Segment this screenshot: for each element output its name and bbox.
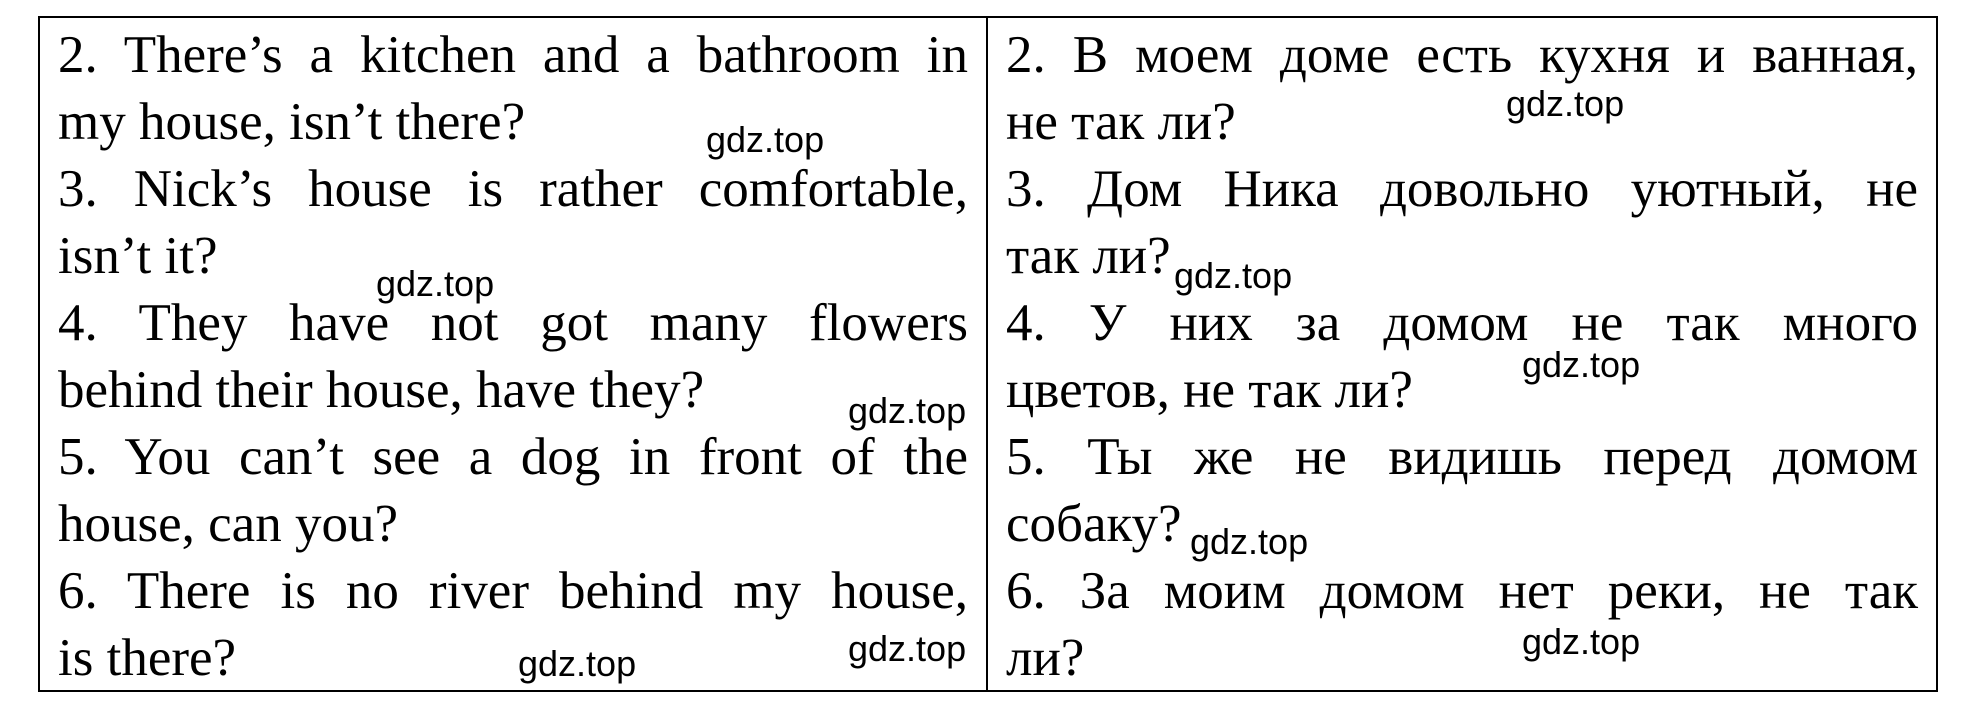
russian-item-2-line-1: 2. В моем доме есть кухня и ванная, (1006, 26, 1918, 84)
translation-table (38, 16, 1938, 692)
russian-item-2-line-2: не так ли? (1006, 93, 1236, 151)
russian-item-5-line-1: 5. Ты же не видишь перед домом (1006, 428, 1918, 486)
english-item-6-line-1: 6. There is no river behind my house, (58, 562, 968, 620)
russian-item-3-line-1: 3. Дом Ника довольно уютный, не (1006, 160, 1918, 218)
russian-item-4-line-2: цветов, не так ли? (1006, 361, 1413, 419)
russian-column (988, 18, 1936, 690)
russian-item-5-line-2: собаку? (1006, 495, 1182, 553)
watermark: gdz.top (518, 643, 637, 684)
watermark: gdz.top (1190, 521, 1309, 562)
watermark: gdz.top (848, 390, 967, 431)
russian-item-6-line-1: 6. За моим домом нет реки, не так (1006, 562, 1918, 620)
english-item-2-line-1: 2. There’s a kitchen and a bathroom in (58, 26, 968, 84)
english-item-2-line-2: my house, isn’t there? (58, 93, 526, 151)
watermark: gdz.top (706, 119, 825, 160)
english-item-4-line-2: behind their house, have they? (58, 361, 705, 419)
watermark: gdz.top (376, 263, 495, 304)
watermark: gdz.top (1522, 344, 1641, 385)
watermark: gdz.top (1174, 255, 1293, 296)
russian-item-6-line-2: ли? (1006, 629, 1085, 687)
english-item-6-line-2: is there? (58, 629, 237, 687)
english-item-4-line-1: 4. They have not got many flowers (58, 294, 968, 352)
watermark: gdz.top (1506, 83, 1625, 124)
english-item-5-line-2: house, can you? (58, 495, 398, 553)
watermark: gdz.top (1522, 621, 1641, 662)
russian-item-4-line-1: 4. У них за домом не так много (1006, 294, 1918, 352)
english-item-3-line-2: isn’t it? (58, 227, 218, 285)
english-column (40, 18, 988, 690)
english-item-3-line-1: 3. Nick’s house is rather comfortable, (58, 160, 968, 218)
russian-item-3-line-2: так ли? (1006, 227, 1171, 285)
watermark: gdz.top (848, 628, 967, 669)
english-item-5-line-1: 5. You can’t see a dog in front of the (58, 428, 968, 486)
